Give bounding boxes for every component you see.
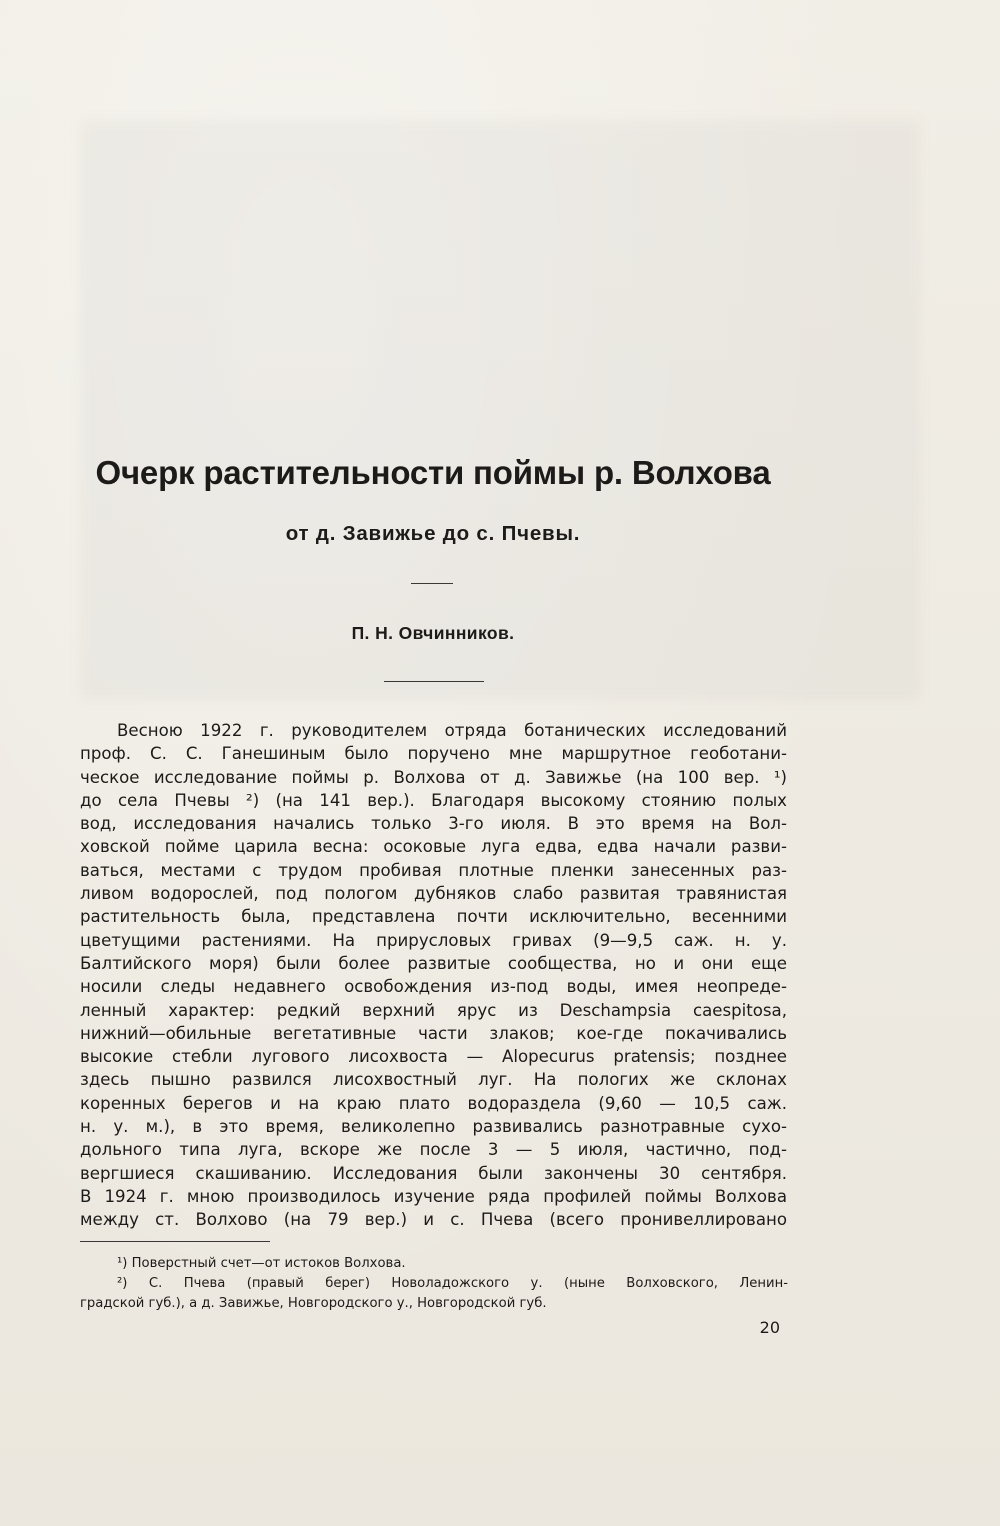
title-divider bbox=[411, 583, 453, 584]
footnote-divider bbox=[80, 1241, 270, 1242]
article-title: Очерк растительности поймы р. Волхова bbox=[95, 454, 771, 491]
page-number: 20 bbox=[759, 1318, 780, 1337]
text-line: Весною 1922 г. руководителем отряда ботанических исследований bbox=[117, 721, 787, 740]
text-line: проф. С. С. Ганешиным было поручено мне маршрутное геоботани- bbox=[80, 744, 787, 764]
text-line: до села Пчевы ²) (на 141 вер.). Благодаря высокому стоянию полых bbox=[80, 790, 787, 810]
main-text bbox=[80, 719, 787, 1232]
text-line: растительность была, представлена почти исключительно, весенними bbox=[80, 907, 787, 927]
text-line: н. у. м.), в это время, великолепно развивались разнотравные сухо- bbox=[80, 1117, 787, 1137]
show-through-background bbox=[80, 120, 920, 700]
text-line: ленный характер: редкий верхний ярус из Deschampsia caespitosa, bbox=[80, 1000, 787, 1020]
footnotes bbox=[80, 1254, 788, 1314]
text-line: ваться, местами с трудом пробивая плотные пленки занесенных раз- bbox=[80, 860, 787, 880]
text-line: цветущими растениями. На прирусловых гривах (9—9,5 саж. н. у. bbox=[80, 930, 787, 950]
author-divider bbox=[384, 681, 484, 682]
text-line: ческое исследование поймы р. Волхова от д. Завижье (на 100 вер. ¹) bbox=[80, 767, 787, 787]
footnote-2-line-1: ²) С. Пчева (правый берег) Новоладожского у. (ныне Волховского, Ленин- bbox=[117, 1276, 788, 1291]
text-line: высокие стебли лугового лисохвоста — Alopecurus pratensis; позднее bbox=[80, 1047, 787, 1067]
text-line: между ст. Волхово (на 79 вер.) и с. Пчева (всего пронивеллировано bbox=[80, 1210, 787, 1230]
footnote-2-line-2: градской губ.), а д. Завижье, Новгородского у., Новгородской губ. bbox=[80, 1296, 547, 1311]
article-subtitle: от д. Завижье до с. Пчевы. bbox=[285, 522, 581, 545]
text-line: вергшиеся скашиванию. Исследования были закончены 30 сентября. bbox=[80, 1163, 787, 1183]
text-line: нижний—обильные вегетативные части злаков; кое-где покачивались bbox=[80, 1023, 787, 1043]
text-line: В 1924 г. мною производилось изучение ряда профилей поймы Волхова bbox=[80, 1186, 787, 1206]
text-line: здесь пышно развился лисохвостный луг. На пологих же склонах bbox=[80, 1070, 787, 1090]
text-line: дольного типа луга, вскоре же после 3 — 5 июля, частично, под- bbox=[80, 1140, 787, 1160]
text-line: Балтийского моря) были более развитые сообщества, но и они еще bbox=[80, 953, 787, 973]
text-line: носили следы недавнего освобождения из-под воды, имея неопреде- bbox=[80, 977, 787, 997]
text-line: ливом водорослей, под пологом дубняков слабо развитая травянистая bbox=[80, 884, 787, 904]
author-name: П. Н. Овчинников. bbox=[351, 623, 515, 643]
text-line: ховской пойме царила весна: осоковые луга едва, едва начали разви- bbox=[80, 837, 787, 857]
footnote-1: ¹) Поверстный счет—от истоков Волхова. bbox=[117, 1256, 406, 1271]
text-line: вод, исследования начались только 3-го июля. В это время на Вол- bbox=[80, 814, 787, 834]
text-line: коренных берегов и на краю плато водораздела (9,60 — 10,5 саж. bbox=[80, 1093, 787, 1113]
